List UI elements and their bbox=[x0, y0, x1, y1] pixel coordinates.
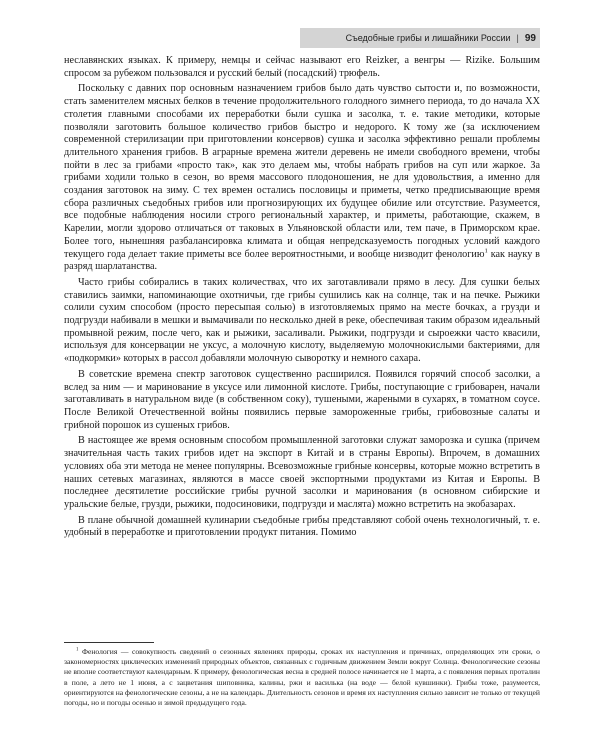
paragraph-2-tail: как науку в разряд шарлатанства. bbox=[64, 248, 540, 273]
main-text bbox=[64, 55, 540, 540]
paragraph-2-text: Поскольку с давних пор основным назначением грибов было дать чувство сытости и, по возможности, стать заменителем мясных белков в течение продолжительного голодного зимнего периода, то до начала XX столетия главными способами их переработки были сушка и засолка, т. е. такие методики, которые позволяли заготовить большое количество грибов быстро и недорого. К тому же (за исключением современной стерилизации при приготовлении консервов) сушка и засолка эффективно решали проблемы длительного хранения грибов. В аграрные времена жители деревень не имели свободного времени, чтобы пойти в лес за грибами «просто так», как это делаем мы, чтобы набрать грибов на суп или жаркое. За грибами ходили только в сезон, во время массового плодоношения, не для удовольствия, а именно для создания заготовок на зиму. С тех времен остались пословицы и приметы, четко предписывающие время сбора различных съедобных грибов или прогнозирующих их будущее обилие или отсутствие. Разумеется, все подобные наблюдения носили строго региональный характер, и приметы, работающие, скажем, в Карелии, могли здорово отличаться от таковых в Ульяновской области или, тем паче, в Приморском крае. Более того, нынешняя разбалансировка климата и общая непредсказуемость погодных условий каждого текущего года делает такие приметы все более вероятностными, и вообще низводит фенологию bbox=[64, 83, 540, 260]
paragraph-2 bbox=[64, 83, 540, 274]
paragraph-4: В советские времена спектр заготовок существенно расширился. Появился горячий способ засолки, а вслед за ним — и маринование в уксусе или лимонной кислоте. Грибы, поступающие с грибоварен, начали заготавливать в натуральном виде (в собственном соку), тушеными, жареными в сухарях, в томатном соусе. После Великой Отечественной войны появились первые замороженные грибы, грибовозные салаты и грибной порошок из сушеных грибов. bbox=[64, 368, 540, 431]
header-separator: | bbox=[516, 33, 519, 43]
footnote-divider bbox=[64, 642, 154, 643]
footnote bbox=[64, 647, 540, 708]
paragraph-6: В плане обычной домашней кулинарии съедобные грибы представляют собой очень технологичный, т. е. удобный в переработке и приготовлении продукт питания. Помимо bbox=[64, 514, 540, 539]
paragraph-5: В настоящее же время основным способом промышленной заготовки служат заморозка и сушка (причем значительная часть таких грибов идет на экспорт в Китай и в страны Европы). Впрочем, в домашних условиях оба эти метода не менее популярны. Всевозможные грибные консервы, которые можно встретить в наших сетевых магазинах, являются в массе своей экспортными продуктами из Китая и Европы. В последнее десятилетие российские грибы ручной засолки и маринования (в основном сибирские и уральские белые, грузди, рыжики, подосиновики, подгрузди и маслята) можно встретить на экобазарах. bbox=[64, 435, 540, 510]
running-title: Съедобные грибы и лишайники России bbox=[345, 33, 511, 43]
paragraph-3: Часто грибы собирались в таких количествах, что их заготавливали прямо в лесу. Для сушки белых ставились заимки, напоминающие охотничьи, где грибы сушились как на солнце, так и на печке. Рыжики солили сухим способом (просто пересыпая солью) в изготовляемых прямо на месте бочках, а грузди и подгрузди набивали в мешки и вымачивали по несколько дней в реке, обеспечивая таким образом идеальный промывной режим, после чего, как и рыжики, засаливали. Рыжики, подгрузди и сыроежки часто квасили, используя для консервации не уксус, а молочную кислоту, выделяемую молочнокислыми бактериями, для «подкормки» которых в рассол добавляли молочную сыворотку и немного сахара. bbox=[64, 276, 540, 365]
page-number: 99 bbox=[524, 32, 536, 44]
paragraph-1: неславянских языках. К примеру, немцы и сейчас называют его Reizker, а венгры — Rizike. Большим спросом за рубежом пользовался и русский белый (посадский) трюфель. bbox=[64, 55, 540, 79]
footnote-marker: 1 bbox=[76, 647, 79, 653]
running-header bbox=[300, 28, 540, 48]
footnote-reference: 1 bbox=[484, 247, 488, 255]
footnote-text: Фенология — совокупность сведений о сезонных явлениях природы, сроках их наступления и причинах, определяющих эти сроки, о закономерностях циклических изменений природных объектов, связанных с годичным движением Земли вокруг Солнца. Фенологические сезоны не вполне соответствуют календарным. К примеру, фенологическая весна в средней полосе начинается не 1 марта, а с появления первых проталин в поле, а лето не 1 июня, а с зацветания шиповника, калины, ржи и василька (на воде — белой кувшинки). Грибы тоже, разумеется, ориентируются на фенологические сезоны, а не на календарь. Длительность сезонов и время их наступления сильно зависит не только от текущей погоды, но и погоды осенью и зимой предыдущего года. bbox=[64, 647, 540, 708]
